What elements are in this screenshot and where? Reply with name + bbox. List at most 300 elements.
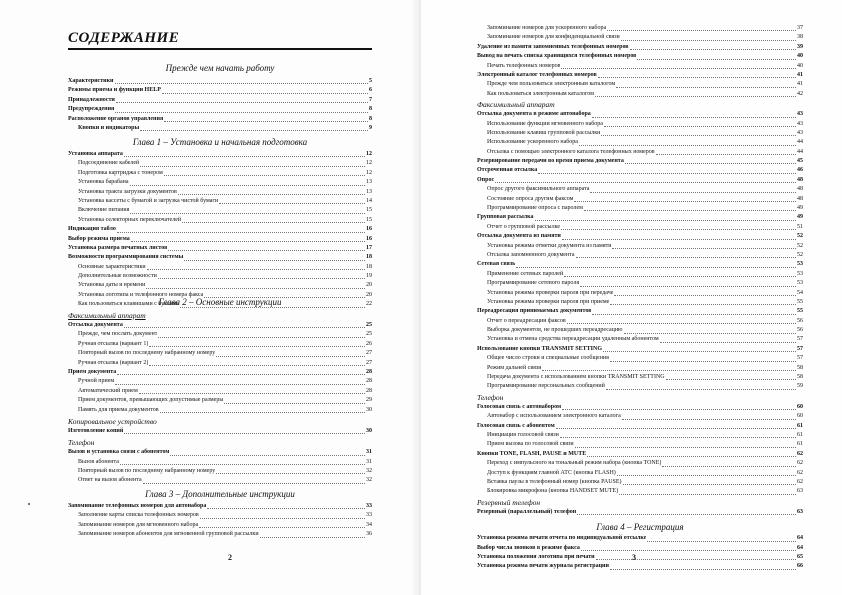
toc-entry-page: 65 <box>797 553 803 560</box>
toc-entry-page: 59 <box>797 383 803 390</box>
toc-leader-dots <box>590 192 796 193</box>
toc-leader-dots <box>149 365 365 366</box>
toc-leader-dots <box>535 220 796 221</box>
toc-entry-title: Переход с импульсного на тональный режим набора (кнопка TONE) <box>487 460 662 467</box>
toc-entry-page: 30 <box>366 406 372 413</box>
toc-entry <box>68 530 372 539</box>
toc-leader-dots <box>140 130 368 131</box>
toc-leader-dots <box>616 87 796 88</box>
toc-entry-page: 53 <box>797 270 803 277</box>
toc-entry-title: Прежде, чем послать документ <box>78 331 158 338</box>
toc-leader-dots <box>260 537 365 538</box>
toc-entry-title: Выбор числа звонков в режиме факса <box>477 544 580 551</box>
toc-entry-title: Характеристики <box>68 77 114 84</box>
toc-entry-title: Резервирование передачи во время приема документа <box>477 158 624 165</box>
toc-entry-page: 48 <box>797 176 803 183</box>
toc-entry-page: 61 <box>797 432 803 438</box>
toc-entry <box>477 223 803 232</box>
toc-entry-title: Установка селекторных переключателей <box>78 216 182 223</box>
toc-entry-title: Установка положения логотипа при печати <box>477 553 595 560</box>
toc-leader-dots <box>637 59 796 60</box>
toc-entry-page: 33 <box>366 502 372 509</box>
toc-entry-title: Резервный (параллельный) телефон <box>477 508 577 515</box>
toc-entry <box>477 354 803 363</box>
toc-entry-title: Принадлежности <box>68 96 115 103</box>
toc-leader-dots <box>607 30 796 31</box>
toc-entry-title: Предупреждения <box>68 106 115 113</box>
toc-entry-title: Запоминание номеров для конфиденциальной связи <box>487 34 620 41</box>
toc-entry-page: 44 <box>797 148 803 155</box>
toc-leader-dots <box>178 194 365 195</box>
toc-entry <box>68 467 372 476</box>
toc-leader-dots <box>184 260 365 261</box>
toc-entry-page: 13 <box>366 188 372 195</box>
toc-entry-title: Установка логотипа и телефонного номера факса <box>78 291 204 298</box>
toc-leader-dots <box>139 393 365 394</box>
toc-leader-dots <box>596 559 796 560</box>
toc-entry <box>477 459 803 468</box>
toc-entry-title: Опрос другого факсимильного аппарата <box>487 186 590 193</box>
toc-entry <box>477 52 803 61</box>
toc-entry-page: 12 <box>366 150 372 157</box>
toc-entry-title: Ручная отсылка (вариант 2) <box>78 359 149 366</box>
toc-entry <box>477 289 803 298</box>
toc-entry <box>477 336 803 345</box>
toc-entry-page: 63 <box>797 508 803 515</box>
toc-leader-dots <box>130 185 365 186</box>
toc-entry <box>68 86 372 95</box>
toc-entry <box>477 24 803 33</box>
toc-entry <box>68 502 372 511</box>
chapter3-list <box>68 502 372 540</box>
toc-entry <box>477 166 803 175</box>
toc-entry-title: Блокировка микрофона (кнопка HANDSET MUTE) <box>487 488 619 495</box>
toc-entry-page: 43 <box>797 129 803 136</box>
toc-entry-page: 17 <box>366 244 372 251</box>
toc-entry-title: Режимы приема и функции HELP <box>68 87 161 94</box>
toc-entry-page: 55 <box>797 298 803 305</box>
toc-entry-title: Программирование персональных сообщений <box>487 383 605 390</box>
toc-entry-page: 44 <box>797 139 803 146</box>
right-fax-heading: Факсимильный аппарат <box>477 100 555 110</box>
toc-entry-title: Отсылка документа из памяти <box>477 233 561 240</box>
toc-leader-dots <box>199 527 365 528</box>
toc-leader-dots <box>560 437 796 438</box>
toc-leader-dots <box>143 483 365 484</box>
chapter1-list <box>68 150 372 310</box>
toc-entry <box>477 450 803 459</box>
toc-entry-title: Программирование опроса с паролем <box>487 205 583 212</box>
toc-leader-dots <box>601 135 796 136</box>
toc-entry-title: Отсылка с помощью электронного каталога телефонных номеров <box>487 148 655 155</box>
toc-leader-dots <box>562 239 796 240</box>
toc-entry <box>477 138 803 147</box>
toc-entry-title: Вызов и установка связи с абонентом <box>68 449 170 456</box>
toc-entry-title: Сетевая связь <box>477 261 516 268</box>
toc-entry-page: 62 <box>797 478 803 485</box>
toc-entry-title: Установка барабана <box>78 179 129 186</box>
toc-leader-dots <box>115 384 365 385</box>
toc-leader-dots <box>495 182 796 183</box>
toc-entry-title: Прием документов, превышающих допустимые размеры <box>78 397 224 404</box>
toc-leader-dots <box>158 278 365 279</box>
left-page-number: 2 <box>228 553 232 562</box>
chapter4-caption: Глава 4 – Регистрация <box>596 522 684 533</box>
toc-leader-dots <box>117 232 365 233</box>
toc-entry-title: Отчет о групповой рассылке <box>487 223 561 230</box>
toc-entry <box>477 90 803 99</box>
toc-entry-page: 28 <box>366 378 372 385</box>
toc-entry-page: 36 <box>366 531 372 538</box>
toc-entry-page: 53 <box>797 280 803 287</box>
toc-leader-dots <box>581 550 796 551</box>
toc-leader-dots <box>130 213 365 214</box>
right-top-section <box>477 24 803 572</box>
toc-leader-dots <box>200 518 365 519</box>
toc-leader-dots <box>612 248 796 249</box>
toc-leader-dots <box>168 250 365 251</box>
toc-entry-title: Общее число строки и специальные сообщения <box>487 355 609 362</box>
toc-leader-dots <box>516 267 796 268</box>
toc-entry-title: Как пользоваться электронным каталогом <box>487 90 594 97</box>
toc-entry-title: Прежде чем пользоваться электронным каталогом <box>487 81 616 88</box>
toc-leader-dots <box>576 257 797 258</box>
toc-entry-page: 46 <box>797 167 803 174</box>
toc-entry <box>477 440 803 449</box>
toc-entry-title: Автонабор с использованием электронного каталога <box>487 413 621 420</box>
toc-entry <box>68 244 372 253</box>
toc-entry-title: Вывод на печать списка хранящихся телефонных номеров <box>477 53 637 60</box>
toc-entry-title: Память для приема документов <box>78 406 159 413</box>
toc-leader-dots <box>617 475 796 476</box>
toc-entry-page: 5 <box>369 77 372 84</box>
toc-entry <box>477 422 803 431</box>
toc-leader-dots <box>621 40 796 41</box>
toc-entry-title: Вызов абонента <box>78 458 119 465</box>
toc-leader-dots <box>575 447 796 448</box>
toc-entry <box>68 188 372 197</box>
toc-entry-page: 37 <box>797 24 803 31</box>
toc-leader-dots <box>115 83 368 84</box>
toc-leader-dots <box>592 314 796 315</box>
toc-leader-dots <box>624 333 796 334</box>
toc-entry <box>477 120 803 129</box>
toc-entry <box>477 373 803 382</box>
toc-leader-dots <box>614 295 796 296</box>
toc-entry-title: Печать телефонных номеров <box>487 62 561 69</box>
toc-leader-dots <box>623 484 796 485</box>
toc-leader-dots <box>219 203 365 204</box>
toc-entry-page: 56 <box>797 327 803 334</box>
toc-entry-title: Основные характеристики <box>78 263 146 270</box>
toc-entry-title: Дополнительные возможности <box>78 273 157 280</box>
toc-leader-dots <box>610 569 796 570</box>
toc-entry-page: 27 <box>366 359 372 366</box>
toc-entry-title: Повторный вызов по последнему набранному номеру <box>78 468 216 475</box>
toc-leader-dots <box>124 433 365 434</box>
toc-entry-title: Отсылка документа в режиме автонабора <box>477 111 591 118</box>
toc-entry-page: 66 <box>797 563 803 570</box>
toc-leader-dots <box>146 288 365 289</box>
toc-entry-title: Ответ на вызов абонента <box>78 477 142 484</box>
toc-leader-dots <box>660 342 796 343</box>
toc-entry-page: 55 <box>797 308 803 315</box>
toc-leader-dots <box>117 374 365 375</box>
chapter2-fax-list <box>68 321 372 415</box>
toc-entry-page: 41 <box>797 81 803 88</box>
toc-entry <box>68 159 372 168</box>
toc-entry-title: Запоминание номеров для мгновенного набора <box>78 521 199 528</box>
right-reserve-heading: Резервный телефон <box>477 497 541 507</box>
toc-entry-title: Установка режима проверки пароля при передаче <box>487 289 614 296</box>
toc-entry <box>68 427 372 436</box>
toc-entry-page: 16 <box>366 226 372 233</box>
toc-entry-page: 33 <box>366 512 372 519</box>
toc-entry-title: Использование ускоренного набора <box>487 139 578 146</box>
toc-leader-dots <box>162 93 368 94</box>
toc-entry <box>68 253 372 262</box>
toc-entry-title: Отчет о переадресации факсов <box>487 317 566 324</box>
toc-entry-page: 49 <box>797 214 803 221</box>
toc-leader-dots <box>216 356 365 357</box>
toc-leader-dots <box>567 323 796 324</box>
chapter1-section <box>68 136 372 310</box>
toc-entry-page: 26 <box>366 340 372 347</box>
toc-entry-page: 32 <box>366 477 372 484</box>
chapter3-section <box>68 488 372 540</box>
toc-entry-page: 57 <box>797 345 803 352</box>
chapter4-list <box>477 534 803 572</box>
toc-entry <box>68 263 372 272</box>
toc-entry-title: Установка режима печати журнала регистрации <box>477 563 609 570</box>
toc-entry-title: Ручная отсылка (вариант 1) <box>78 340 149 347</box>
toc-entry <box>477 478 803 487</box>
toc-entry-title: Установка и отмена средства переадресации удаленным абонентом <box>487 336 659 343</box>
toc-entry-page: 63 <box>797 488 803 495</box>
toc-entry <box>477 307 803 316</box>
toc-entry-title: Как пользоваться клавишами с буквами <box>78 301 180 308</box>
toc-entry <box>68 511 372 520</box>
toc-leader-dots <box>140 166 365 167</box>
toc-entry-page: 39 <box>797 43 803 50</box>
toc-leader-dots <box>666 379 796 380</box>
toc-entry-page: 52 <box>797 251 803 258</box>
toc-entry-title: Использование клавиш групповой рассылки <box>487 129 601 136</box>
toc-leader-dots <box>610 304 796 305</box>
toc-entry <box>477 80 803 89</box>
toc-entry-title: Вставка паузы в телефонный номер (кнопка PAUSE) <box>487 478 622 485</box>
toc-leader-dots <box>587 456 796 457</box>
toc-entry <box>477 317 803 326</box>
toc-entry <box>68 96 372 105</box>
toc-entry-page: 61 <box>797 422 803 429</box>
toc-leader-dots <box>124 327 365 328</box>
toc-entry-page: 57 <box>797 336 803 343</box>
toc-entry <box>477 195 803 204</box>
toc-entry <box>68 178 372 187</box>
toc-entry-page: 27 <box>366 350 372 357</box>
chapter2-copy-list <box>68 427 372 436</box>
toc-entry <box>68 225 372 234</box>
toc-leader-dots <box>561 229 796 230</box>
toc-entry-page: 34 <box>366 521 372 528</box>
toc-entry-title: Индикация табло <box>68 226 116 233</box>
right-fax-list <box>477 110 803 392</box>
toc-entry-title: Отсроченная отсылка <box>477 167 538 174</box>
scan-speck <box>28 503 30 505</box>
toc-entry <box>477 298 803 307</box>
toc-entry <box>477 204 803 213</box>
toc-entry-page: 14 <box>366 197 372 204</box>
toc-entry-page: 40 <box>797 62 803 69</box>
toc-entry-title: Запоминание номеров абонентов для мгновенной групповой рассылки <box>78 531 259 538</box>
right-page-number: 3 <box>632 553 636 562</box>
toc-entry-title: Подготовка картриджа с тонером <box>78 169 163 176</box>
toc-entry <box>477 544 803 553</box>
chapter2-caption: Глава 2 – Основные инструкции <box>158 297 282 307</box>
toc-entry-page: 43 <box>797 120 803 127</box>
toc-entry <box>477 232 803 241</box>
intro-caption: Прежде чем начать работу <box>165 63 275 73</box>
toc-entry-page: 28 <box>366 368 372 375</box>
toc-entry <box>477 33 803 42</box>
toc-entry-title: Голосовая связь с абонентом <box>477 422 555 429</box>
toc-entry-page: 16 <box>366 235 372 242</box>
toc-leader-dots <box>580 286 796 287</box>
toc-leader-dots <box>656 154 796 155</box>
toc-entry <box>68 448 372 457</box>
toc-entry-page: 61 <box>797 441 803 448</box>
toc-entry <box>68 197 372 206</box>
toc-entry-title: Изготовление копий <box>68 427 124 434</box>
toc-entry-title: Отсылка запомненного документа <box>487 251 575 258</box>
toc-leader-dots <box>603 351 796 352</box>
toc-entry-title: Возможности программирования системы <box>68 254 184 261</box>
toc-leader-dots <box>562 409 796 410</box>
toc-leader-dots <box>561 68 796 69</box>
chapter2-section <box>68 296 372 486</box>
toc-entry-title: Выбор режима приема <box>68 235 130 242</box>
toc-entry <box>68 281 372 290</box>
toc-entry <box>477 110 803 119</box>
toc-entry-title: Выборка документов, не прошедших переадресацию <box>487 327 623 334</box>
toc-leader-dots <box>164 175 365 176</box>
toc-entry <box>68 368 372 377</box>
toc-leader-dots <box>604 126 796 127</box>
toc-entry-title: Кнопки и индикаторы <box>78 124 140 131</box>
right-phone-list <box>477 403 803 497</box>
right-reserve-list <box>477 508 803 517</box>
toc-entry-page: 42 <box>797 90 803 97</box>
toc-entry-title: Автоматический прием <box>78 387 138 394</box>
toc-leader-dots <box>170 455 365 456</box>
toc-entry-title: Инициация голосовой связи <box>487 432 559 438</box>
chapter2-copy-heading: Копировальное устройство <box>68 416 157 426</box>
toc-leader-dots <box>619 494 796 495</box>
toc-entry-page: 62 <box>797 469 803 476</box>
toc-entry-title: Установка кассеты с бумагой и загрузка чистой бумаги <box>78 197 219 204</box>
toc-entry-title: Прием документа <box>68 368 117 375</box>
toc-entry-page: 48 <box>797 186 803 193</box>
toc-entry-title: Установка аппарата <box>68 150 123 157</box>
toc-entry-title: Опрос <box>477 176 495 183</box>
toc-entry-title: Электронный каталог телефонных номеров <box>477 71 597 78</box>
toc-entry-page: 6 <box>369 87 372 94</box>
toc-leader-dots <box>207 508 365 509</box>
toc-entry-title: Применение сетевых паролей <box>487 270 564 277</box>
toc-entry-page: 9 <box>369 124 372 131</box>
toc-entry-page: 40 <box>797 53 803 60</box>
toc-entry-page: 60 <box>797 413 803 420</box>
toc-leader-dots <box>579 145 796 146</box>
right-phone-heading: Телефон <box>477 392 504 402</box>
toc-leader-dots <box>158 337 365 338</box>
toc-entry-title: Состояние опроса другим факсом <box>487 195 574 202</box>
toc-entry-title: Расположение органов управления <box>68 115 164 122</box>
toc-leader-dots <box>124 156 365 157</box>
toc-entry-title: Режим дальней связи <box>487 364 542 371</box>
right-top-list <box>477 24 803 99</box>
toc-entry-page: 52 <box>797 242 803 249</box>
toc-entry <box>68 321 372 330</box>
toc-entry <box>68 77 372 86</box>
toc-entry <box>477 431 803 440</box>
toc-entry-title: Запоминание телефонных номеров для автонабора <box>68 502 207 509</box>
toc-entry-page: 7 <box>369 96 372 103</box>
toc-entry-page: 58 <box>797 364 803 371</box>
toc-entry-page: 28 <box>366 387 372 394</box>
toc-leader-dots <box>115 112 368 113</box>
toc-entry <box>68 216 372 225</box>
toc-entry-title: Заполнение карты списка телефонных номеров <box>78 512 199 519</box>
toc-entry <box>477 345 803 354</box>
toc-entry <box>477 382 803 391</box>
toc-entry-title: Удаление из памяти запомненных телефонных номеров <box>477 43 629 50</box>
toc-entry-title: Установка размера печатных листов <box>68 244 168 251</box>
toc-entry <box>477 326 803 335</box>
toc-leader-dots <box>574 201 796 202</box>
toc-entry-title: Установка режима проверки пароля при приеме <box>487 298 610 305</box>
toc-entry-page: 8 <box>369 106 372 113</box>
toc-entry <box>68 458 372 467</box>
toc-leader-dots <box>149 346 365 347</box>
toc-entry <box>68 406 372 415</box>
toc-entry-page: 20 <box>366 291 372 298</box>
toc-entry-page: 12 <box>366 160 372 167</box>
toc-entry-page: 38 <box>797 34 803 41</box>
toc-entry-page: 25 <box>366 331 372 338</box>
toc-entry <box>477 129 803 138</box>
toc-leader-dots <box>120 464 365 465</box>
toc-entry-title: Кнопки TONE, FLASH, PAUSE и MUTE <box>477 450 587 457</box>
toc-entry-page: 57 <box>797 355 803 362</box>
toc-entry-page: 15 <box>366 207 372 214</box>
toc-entry-title: Установка режима печати отчета по индивидуальной отсылке <box>477 535 647 542</box>
chapter3-caption: Глава 3 – Дополнительные инструкции <box>145 489 295 499</box>
toc-leader-dots <box>595 96 796 97</box>
toc-entry-page: 15 <box>366 216 372 223</box>
toc-leader-dots <box>116 102 368 103</box>
toc-entry-title: Повторный вызов по последнему набранному номеру <box>78 350 216 357</box>
toc-entry-page: 31 <box>366 458 372 465</box>
toc-entry-page: 43 <box>797 111 803 118</box>
toc-entry <box>68 476 372 485</box>
toc-entry-page: 53 <box>797 261 803 268</box>
contents-title: СОДЕРЖАНИЕ <box>68 30 372 50</box>
toc-entry-title: Использование функции мгновенного набора <box>487 120 603 127</box>
toc-entry-page: 18 <box>366 263 372 270</box>
toc-entry-page: 51 <box>797 223 803 230</box>
